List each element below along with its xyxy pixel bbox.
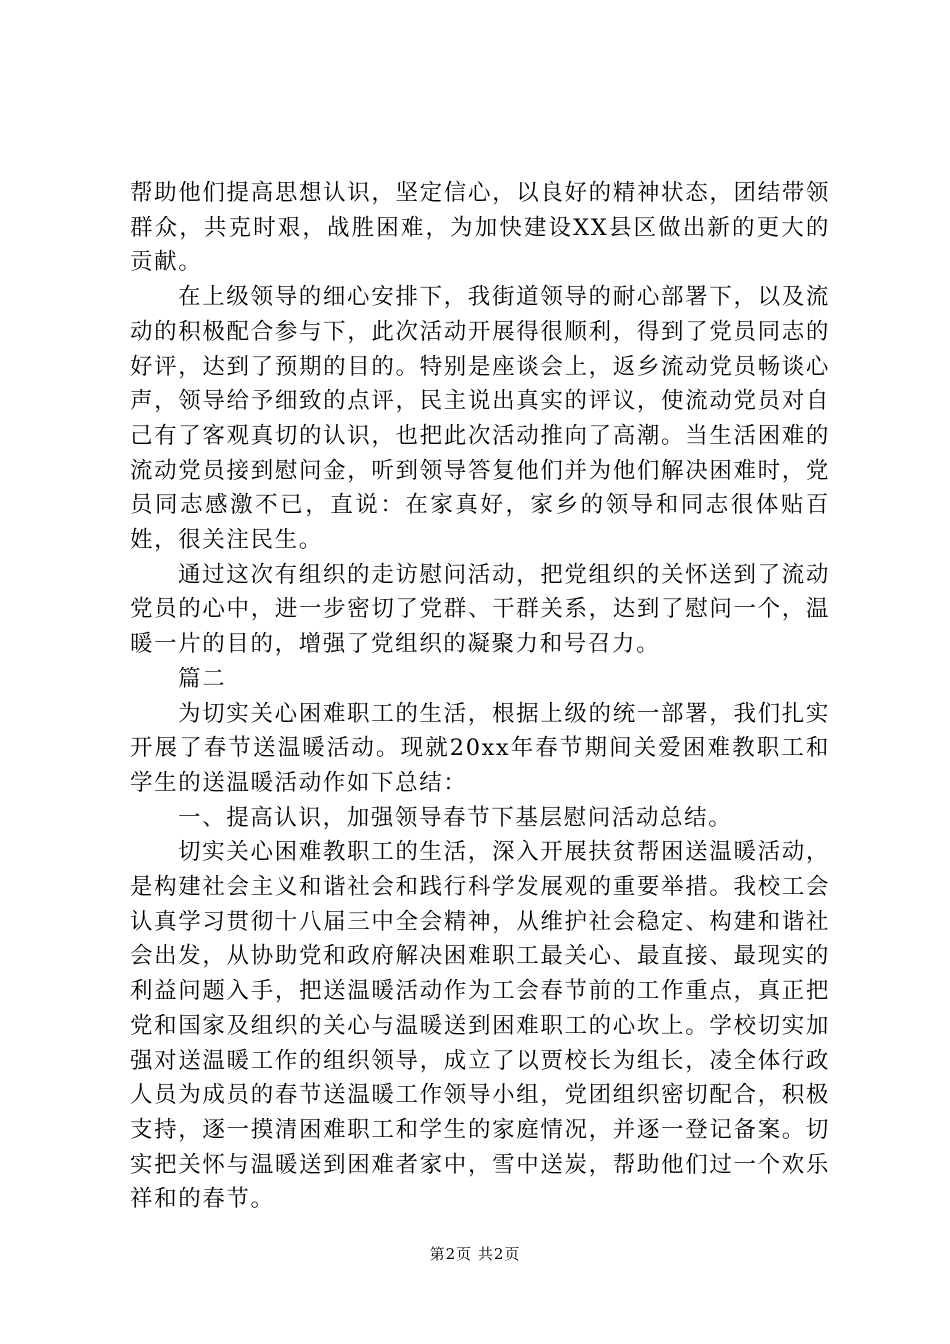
paragraph-part-two-body: 切实关心困难教职工的生活，深入开展扶贫帮困送温暖活动，是构建社会主义和谐社会和践行科学发展观的重要举措。我校工会认真学习贯彻十八届三中全会精神，从维护社会稳定、构建和谐社会出发，从协助党和政府解决困难职工最关心、最直接、最现实的利益问题入手，把送温暖活动作为工会春节前的工作重点，真正把党和国家及组织的关心与温暖送到困难职工的心坎上。学校切实加强对送温暖工作的组织领导，成立了以贾校长为组长，凌全体行政人员为成员的春节送温暖工作领导小组，党团组织密切配合，积极支持，逐一摸清困难职工和学生的家庭情况，并逐一登记备案。切实把关怀与温暖送到困难者家中，雪中送炭，帮助他们过一个欢乐祥和的春节。 [130, 839, 830, 1213]
section-heading-part-two: 篇二 [178, 665, 227, 692]
paragraph-part-two-intro: 为切实关心困难职工的生活，根据上级的统一部署，我们扎实开展了春节送温暖活动。现就20xx年春节期间关爱困难教职工和学生的送温暖活动作如下总结： [130, 700, 830, 796]
subheading-raise-awareness: 一、提高认识，加强领导春节下基层慰问活动总结。 [178, 804, 733, 831]
paragraph-activity-result: 在上级领导的细心安排下，我街道领导的耐心部署下，以及流动的积极配合参与下，此次活动开展得很顺利，得到了党员同志的好评，达到了预期的目的。特别是座谈会上，返乡流动党员畅谈心声，领导给予细致的点评，民主说出真实的评议，使流动党员对自己有了客观真切的认识，也把此次活动推向了高潮。当生活困难的流动党员接到慰问金，听到领导答复他们并为他们解决困难时，党员同志感激不已，直说：在家真好，家乡的领导和同志很体贴百姓，很关注民生。 [130, 284, 830, 554]
paragraph-activity-summary: 通过这次有组织的走访慰问活动，把党组织的关怀送到了流动党员的心中，进一步密切了党群、干群关系，达到了慰问一个，温暖一片的目的，增强了党组织的凝聚力和号召力。 [130, 561, 830, 658]
paragraph-continuation: 帮助他们提高思想认识，坚定信心，以良好的精神状态，团结带领群众，共克时艰，战胜困难，为加快建设XX县区做出新的更大的贡献。 [130, 180, 830, 276]
document-body [130, 176, 830, 1217]
page-number-footer: 第2页 共2页 [429, 1245, 521, 1263]
